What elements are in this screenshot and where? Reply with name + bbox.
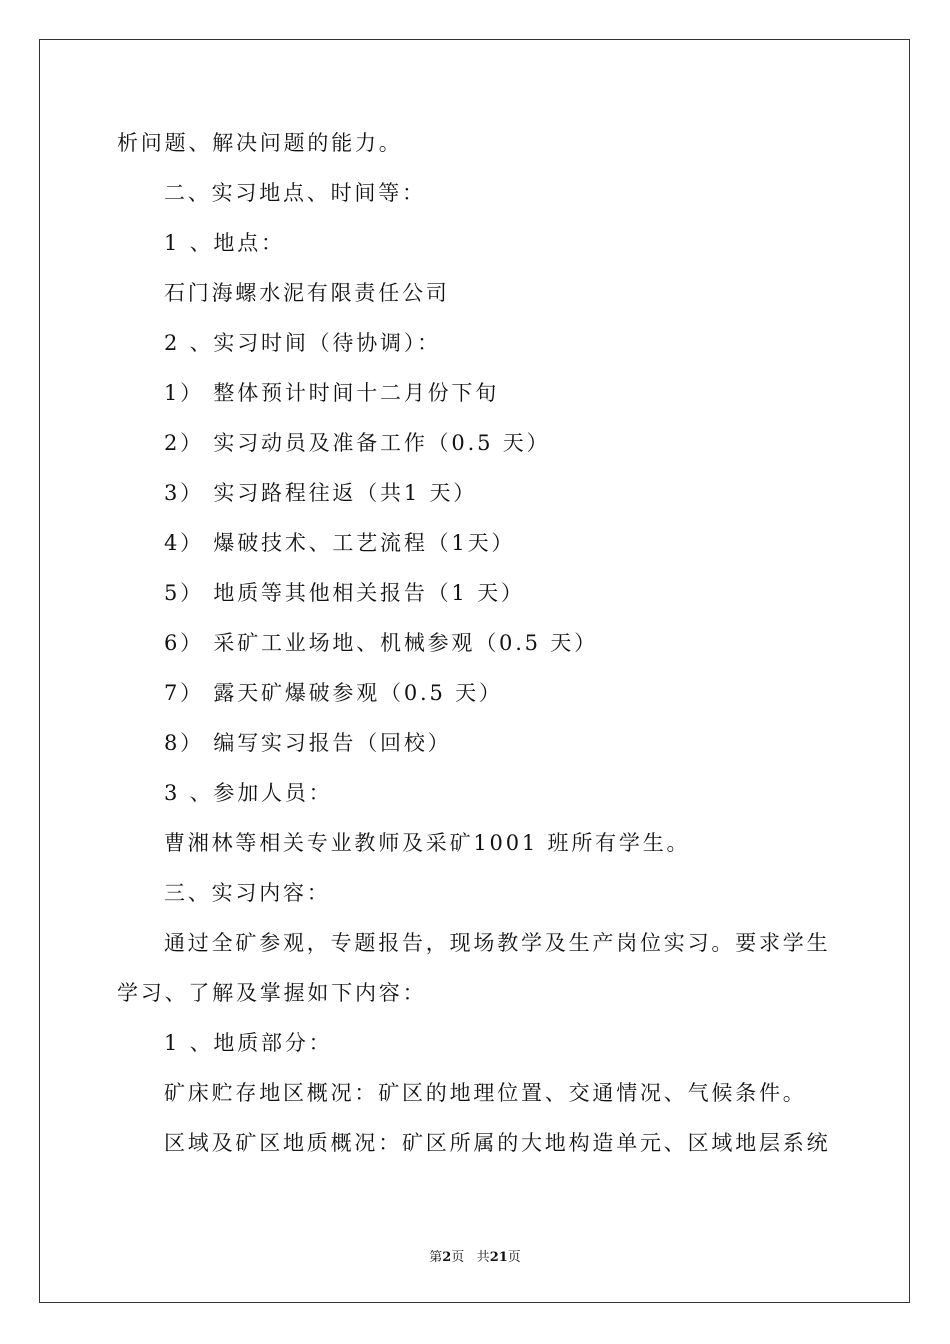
text-line-4: 石门海螺水泥有限责任公司	[164, 281, 450, 305]
footer-total-pages: 21	[489, 1250, 508, 1265]
text-line-13: 8） 编写实习报告（回校）	[164, 731, 452, 755]
text-line-7: 2） 实习动员及准备工作（0.5 天）	[164, 431, 551, 455]
text-line-3: 1 、地点：	[164, 231, 285, 255]
text-line-11: 6） 采矿工业场地、机械参观（0.5 天）	[164, 631, 598, 655]
text-line-8: 3） 实习路程往返（共1 天）	[164, 481, 478, 505]
text-line-1: 析问题、解决问题的能力。	[117, 131, 403, 155]
text-line-19: 1 、地质部分：	[164, 1031, 333, 1055]
footer-page-number: 2	[442, 1250, 452, 1265]
text-line-15: 曹湘林等相关专业教师及采矿1001 班所有学生。	[164, 831, 691, 855]
footer-total-suffix: 页	[507, 1250, 521, 1265]
text-line-14: 3 、参加人员：	[164, 781, 333, 805]
text-line-2: 二、实习地点、时间等：	[164, 181, 426, 205]
text-line-6: 1） 整体预计时间十二月份下旬	[164, 381, 500, 405]
text-line-9: 4） 爆破技术、工艺流程（1天）	[164, 531, 516, 555]
text-line-21: 区域及矿区地质概况：矿区所属的大地构造单元、区域地层系统	[164, 1131, 831, 1155]
text-line-18: 学习、了解及掌握如下内容：	[117, 981, 427, 1005]
footer-total-prefix: 共	[476, 1250, 490, 1265]
text-line-12: 7） 露天矿爆破参观（0.5 天）	[164, 681, 503, 705]
text-line-20: 矿床贮存地区概况：矿区的地理位置、交通情况、气候条件。	[164, 1081, 807, 1105]
text-line-10: 5） 地质等其他相关报告（1 天）	[164, 581, 525, 605]
footer-page-suffix: 页	[451, 1250, 465, 1265]
page-footer	[0, 1246, 950, 1265]
text-line-5: 2 、实习时间（待协调）：	[164, 331, 441, 355]
text-line-17: 通过全矿参观，专题报告，现场教学及生产岗位实习。要求学生	[164, 931, 831, 955]
footer-page-prefix: 第	[429, 1250, 443, 1265]
text-line-16: 三、实习内容：	[164, 881, 331, 905]
